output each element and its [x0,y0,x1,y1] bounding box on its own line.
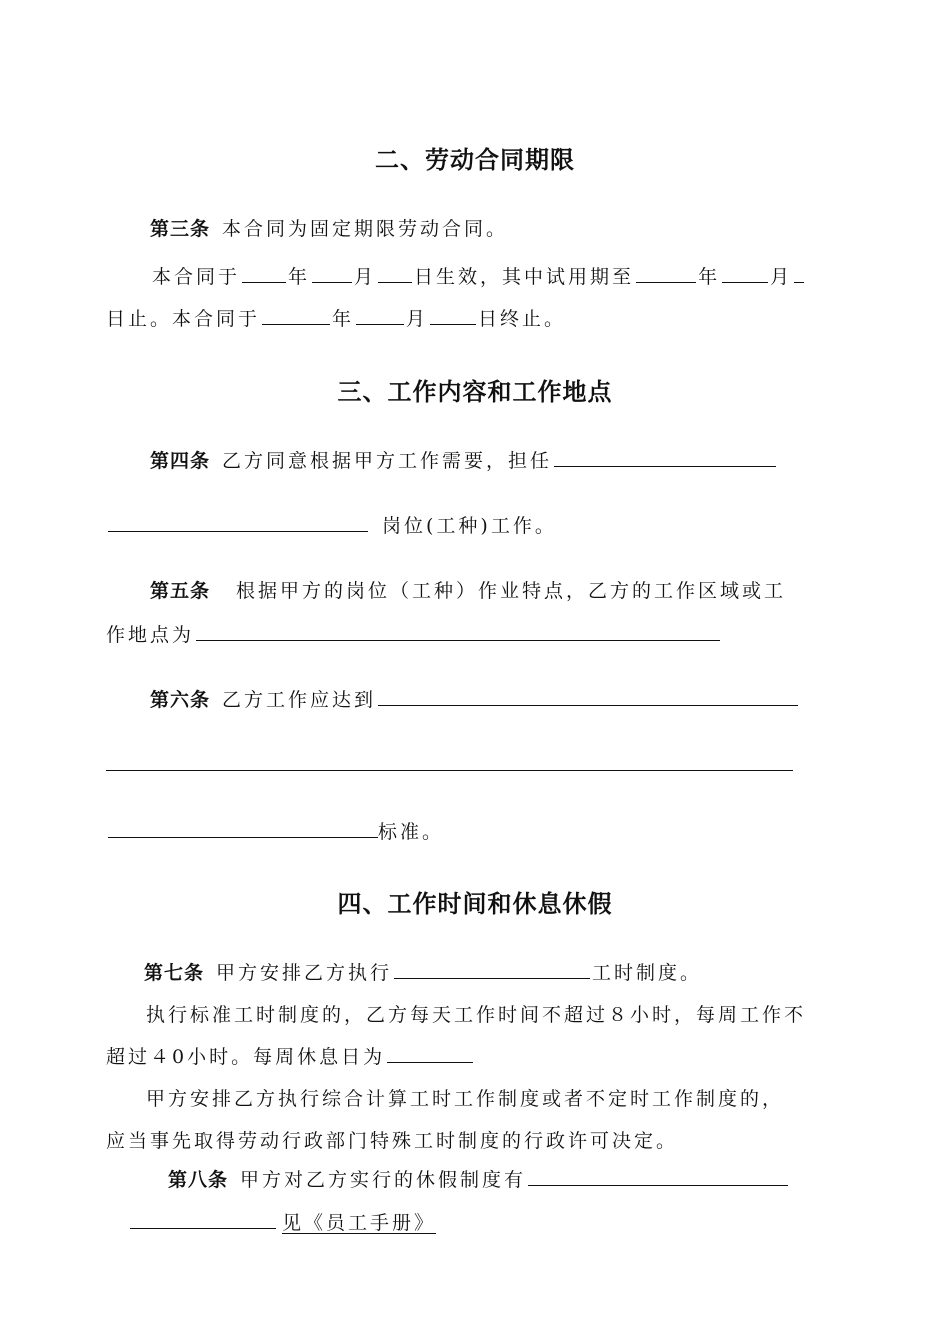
blank-day [430,306,476,325]
article-5-line2-text: 作地点为 [106,624,195,646]
text-segment: 年 [288,266,311,288]
text-segment: 日终止。 [478,308,567,330]
article-5-line [150,576,786,603]
text-segment: 本合同于 [152,266,241,288]
text-segment: 月 [354,266,377,288]
article-4-tail: 岗位(工种)工作。 [382,515,557,537]
article-3-label: 第三条 [150,218,211,240]
text-segment: 年 [698,266,721,288]
article-6-label: 第六条 [150,689,211,711]
blank-day [794,264,804,283]
blank-leave [528,1167,788,1186]
article-7-label: 第七条 [144,962,205,984]
blank-rest-day [387,1044,473,1063]
article-4-label: 第四条 [150,450,211,472]
article-7-p3-line2: 应当事先取得劳动行政部门特殊工时制度的行政许可决定。 [106,1130,679,1152]
blank-year [262,306,330,325]
article-4-line2 [106,511,557,538]
blank-standard [378,687,798,706]
blank-month [722,264,768,283]
article-8-label: 第八条 [168,1169,229,1191]
article-7-p3-line1: 甲方安排乙方执行综合计算工时工作制度或者不定时工作制度的， [146,1088,785,1110]
blank-hours-system [394,960,590,979]
article-8-handbook: 见《员工手册》 [282,1212,437,1234]
article-3-line [150,214,508,241]
section-title-term: 二、劳动合同期限 [375,146,575,174]
blank-position [554,448,776,467]
blank-standard-line [106,770,793,771]
blank-year [242,264,286,283]
text-segment: 年 [332,308,355,330]
blank-month [312,264,352,283]
article-4-line [150,446,778,473]
text-segment: 月 [406,308,429,330]
blank-standard [108,819,378,838]
article-7-tail: 工时制度。 [592,962,703,984]
blank-leave [130,1210,276,1229]
article-6-tail: 标准。 [378,821,445,843]
text-segment: 日止。本合同于 [106,308,261,330]
article-7-line [144,958,702,985]
article-6-text: 乙方工作应达到 [222,689,377,711]
text-segment: 月 [770,266,793,288]
article-5-text: 根据甲方的岗位（工种）作业特点，乙方的工作区域或工 [236,580,787,602]
article-7-p2-line2 [106,1042,475,1069]
text-segment: 日生效，其中试用期至 [414,266,635,288]
text-segment: 超过４0小时。每周休息日为 [106,1046,386,1068]
blank-year [636,264,696,283]
article-7-p2-line1: 执行标准工时制度的，乙方每天工作时间不超过８小时，每周工作不 [146,1004,807,1026]
article-8-text: 甲方对乙方实行的休假制度有 [240,1169,527,1191]
blank-day [378,264,412,283]
section-title-work: 三、工作内容和工作地点 [337,378,613,406]
article-3-dates-line1 [152,262,806,289]
article-5-line2 [106,620,722,647]
article-5-label: 第五条 [150,580,211,602]
section-title-hours: 四、工作时间和休息休假 [337,890,613,918]
blank-position [108,513,368,532]
article-8-line [168,1165,790,1192]
article-7-text: 甲方安排乙方执行 [216,962,393,984]
article-3-dates-line2 [106,304,566,331]
article-4-text: 乙方同意根据甲方工作需要，担任 [222,450,553,472]
article-6-line3 [106,817,444,844]
article-6-line [150,685,800,712]
blank-location [196,622,720,641]
blank-month [356,306,404,325]
article-8-line2 [128,1208,436,1235]
article-3-text: 本合同为固定期限劳动合同。 [222,218,509,240]
